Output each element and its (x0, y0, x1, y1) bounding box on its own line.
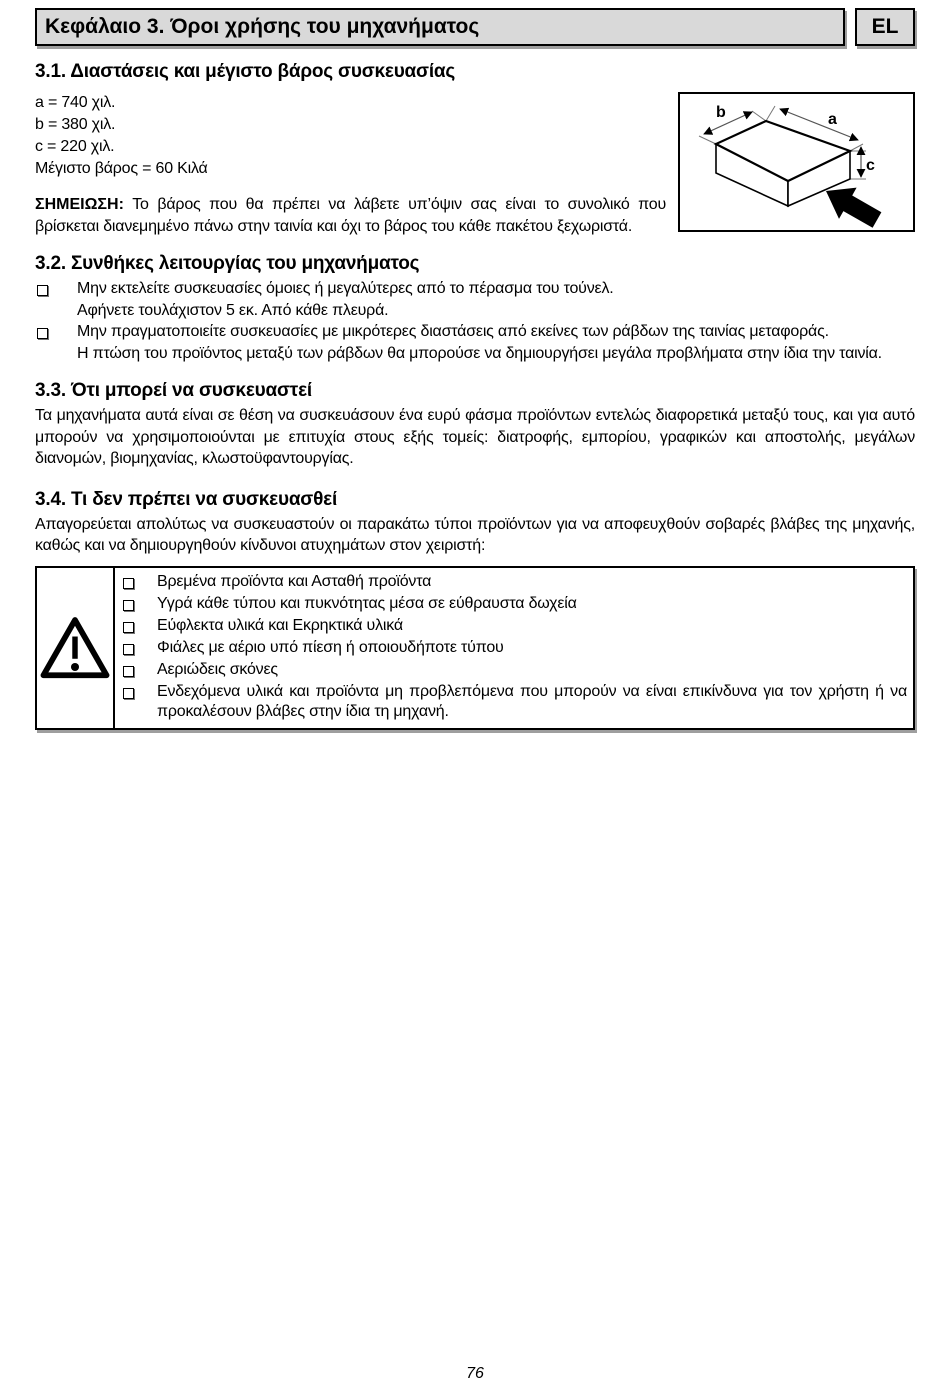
warning-item (115, 594, 907, 616)
diagram-label-b: b (716, 104, 726, 121)
square-bullet-icon (123, 666, 134, 677)
warning-item (115, 616, 907, 638)
warning-item-text: Εύφλεκτα υλικά και Εκρηκτικά υλικά (157, 616, 403, 634)
square-bullet-icon (123, 688, 134, 699)
page-header (35, 8, 915, 46)
section-3-4-paragraph: Απαγορεύεται απολύτως να συσκευαστούν οι παρακάτω τύποι προϊόντων για να αποφευχθούν σοβαρές βλάβες της μηχανής, καθώς και να δημιουργηθούν κίνδυνοι ατυχημάτων στον χειριστή: (35, 515, 915, 554)
chapter-title-bar (35, 8, 845, 46)
warning-item (115, 682, 907, 722)
chapter-title: Κεφάλαιο 3. Όροι χρήσης του μηχανήματος (45, 15, 480, 38)
warning-icon-cell (37, 568, 115, 728)
square-bullet-icon (123, 644, 134, 655)
language-badge-label: EL (871, 15, 899, 38)
package-box-diagram-svg (680, 94, 913, 230)
warning-triangle-icon (39, 615, 111, 681)
dimension-a: a = 740 χιλ. (35, 94, 116, 111)
warning-item (115, 572, 907, 594)
list-item-continuation: Η πτώση του προϊόντος μεταξύ των ράβδων θα μπορούσε να δημιουργήσει μεγάλα προβλήματα στην ίδια την ταινία. (77, 344, 882, 362)
list-item-text: Μην πραγματοποιείτε συσκευασίες με μικρότερες διαστάσεις από εκείνες των ράβδων της ταινίας μεταφοράς. (77, 323, 829, 340)
list-item-continuation: Αφήνετε τουλάχιστον 5 εκ. Από κάθε πλευρά. (77, 301, 389, 319)
operating-conditions-list (35, 278, 915, 364)
package-box-diagram (678, 92, 915, 232)
list-item (35, 321, 915, 364)
dimension-b: b = 380 χιλ. (35, 116, 116, 133)
section-3-1-content (35, 92, 915, 237)
language-badge (855, 8, 915, 46)
list-item (35, 278, 915, 321)
warning-items-cell (115, 568, 913, 728)
warning-item-text: Βρεμένα προϊόντα και Ασταθή προϊόντα (157, 572, 432, 590)
square-bullet-icon (123, 600, 134, 611)
dimension-c: c = 220 χιλ. (35, 138, 115, 155)
section-3-3-heading: 3.3. Ότι μπορεί να συσκευαστεί (35, 380, 312, 401)
square-bullet-icon (123, 622, 134, 633)
square-bullet-icon (37, 328, 48, 339)
section-3-4-heading: 3.4. Τι δεν πρέπει να συσκευασθεί (35, 488, 338, 510)
direction-arrow-icon (826, 188, 881, 228)
page-number: 76 (466, 1365, 484, 1382)
list-item-text: Μην εκτελείτε συσκευασίες όμοιες ή μεγαλύτερες από το πέρασμα του τούνελ. (77, 280, 614, 297)
section-3-1-heading: 3.1. Διαστάσεις και μέγιστο βάρος συσκευασίας (35, 61, 456, 82)
warning-item (115, 638, 907, 660)
square-bullet-icon (37, 285, 48, 296)
dimension-max-weight: Μέγιστο βάρος = 60 Κιλά (35, 160, 208, 177)
dimension-list (35, 92, 666, 180)
section-3-2-heading: 3.2. Συνθήκες λειτουργίας του μηχανήματος (35, 253, 420, 274)
square-bullet-icon (123, 578, 134, 589)
diagram-label-a: a (828, 111, 837, 128)
note-label: ΣΗΜΕΙΩΣΗ: (35, 196, 124, 213)
note-text: Το βάρος που θα πρέπει να λάβετε υπ’όψιν σας είναι το συνολικό που βρίσκεται διανεμημένο πάνω στην ταινία και όχι το βάρος του κάθε πακέτου ξεχωριστά. (35, 196, 666, 235)
section-3-3-paragraph: Τα μηχανήματα αυτά είναι σε θέση να συσκευάσουν ένα ευρύ φάσμα προϊόντων εντελώς διαφορετικά μεταξύ τους, και για αυτό μπορούν να χρησιμοποιούνται με επιτυχία στους εξής τομείς: διατροφής, εμπορίου, γραφικών και αποστολής, μεγάλων διανομών, βιομηχανίας, κλωστοϋφαντουργίας. (35, 407, 915, 467)
warning-item (115, 660, 907, 682)
diagram-label-c: c (866, 157, 875, 174)
warning-item-text: Αεριώδεις σκόνες (157, 660, 278, 678)
warning-item-text: Φιάλες με αέριο υπό πίεση ή οποιουδήποτε τύπου (157, 638, 504, 656)
warning-item-text: Ενδεχόμενα υλικά και προϊόντα μη προβλεπόμενα που μπορούν να είναι επικίνδυνα για τον χρήστη ή να προκαλέσουν βλάβες στην ίδια τη μηχανή. (157, 682, 907, 720)
dimensions-column (35, 92, 678, 237)
note-paragraph (35, 194, 666, 237)
warning-box (35, 566, 915, 730)
warning-item-text: Υγρά κάθε τύπου και πυκνότητας μέσα σε εύθραυστα δωχεία (157, 594, 577, 612)
